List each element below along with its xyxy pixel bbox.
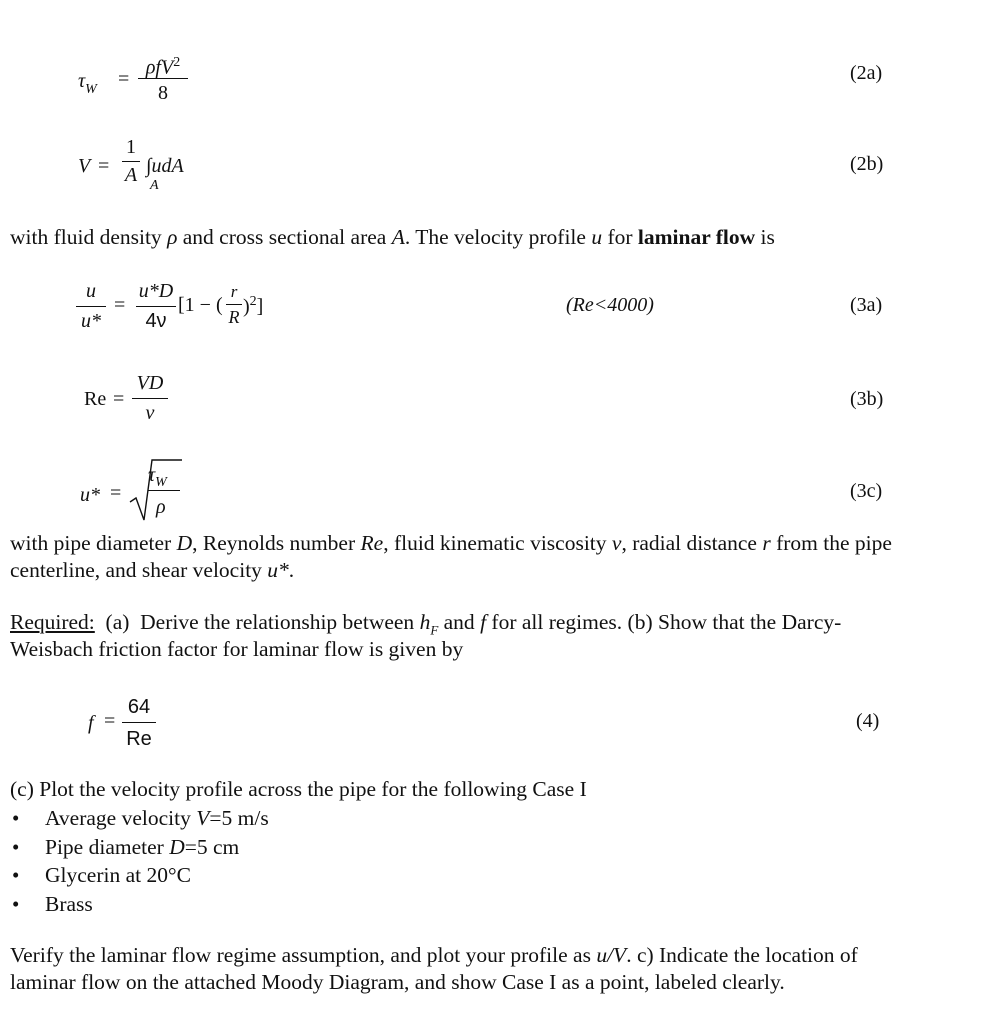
- equation-number: (3a): [850, 294, 883, 316]
- equation-number: (3c): [850, 480, 883, 502]
- list-item: Glycerin at 20°C: [45, 863, 191, 887]
- bullet-marker: •: [12, 806, 20, 830]
- denominator: Re: [126, 728, 152, 750]
- fraction: [132, 372, 168, 424]
- numerator: r: [230, 282, 238, 301]
- equation-number: (3b): [850, 388, 884, 410]
- equals-sign: =: [104, 710, 116, 732]
- rhs-fraction: [136, 280, 176, 332]
- paragraph-variable-definitions-line1: with pipe diameter D, Reynolds number Re, fluid kinematic viscosity ν, radial distance r from the pipe: [10, 531, 892, 555]
- friction-factor-symbol: f: [88, 712, 94, 734]
- equals-sign: =: [118, 68, 130, 90]
- paragraph-laminar-intro: with fluid density ρ and cross sectional area A. The velocity profile u for laminar flow is: [10, 225, 775, 249]
- list-item: Brass: [45, 892, 93, 916]
- fraction-bar: [122, 161, 140, 162]
- equation-number: (2b): [850, 153, 884, 175]
- paragraph-variable-definitions-line2: centerline, and shear velocity u*.: [10, 558, 295, 582]
- fraction-bar: [138, 78, 188, 79]
- fraction: [120, 136, 142, 186]
- shear-velocity-symbol: u*: [80, 484, 100, 506]
- verify-line1: Verify the laminar flow regime assumption, and plot your profile as u/V. c) Indicate the location of: [10, 943, 858, 967]
- verify-line2: laminar flow on the attached Moody Diagram, and show Case I as a point, labeled clearly.: [10, 970, 785, 994]
- numerator: ρfV$^2$: [145, 55, 181, 79]
- reynolds-symbol: Re: [84, 388, 107, 410]
- integral-subscript: A: [150, 178, 159, 193]
- required-label: Required:: [10, 610, 95, 634]
- fraction-bar: [122, 722, 156, 723]
- list-item: Pipe diameter D=5 cm: [45, 835, 240, 859]
- fraction-bar: [76, 306, 106, 307]
- equals-sign: =: [98, 155, 110, 177]
- rho-symbol: ρ: [156, 496, 166, 518]
- denominator: 8: [158, 82, 168, 104]
- equals-sign: =: [110, 482, 122, 504]
- condition: (Re<4000): [566, 294, 654, 316]
- velocity-symbol: V: [78, 155, 91, 177]
- fraction: [138, 52, 188, 104]
- lhs-fraction: [76, 280, 106, 332]
- integral: ∫udA: [146, 155, 184, 177]
- fraction-bar: [132, 398, 168, 399]
- numerator: 64: [127, 696, 151, 718]
- equals-sign: =: [113, 388, 125, 410]
- equation-number: (4): [856, 710, 880, 732]
- fraction: [122, 696, 156, 750]
- bullet-marker: •: [12, 863, 20, 887]
- fraction-bar: [136, 306, 176, 307]
- required-line2: Weisbach friction factor for laminar flow is given by: [10, 637, 464, 661]
- required-line1: Required: (a) Derive the relationship between $h_F$ and f for all regimes. (b) Show that the Darcy-: [10, 610, 842, 638]
- tau-symbol: $\tau_W$: [148, 464, 167, 490]
- bullet-marker: •: [12, 892, 20, 916]
- denominator: R: [228, 307, 240, 327]
- fraction-bar: [148, 490, 180, 491]
- denominator: A: [124, 164, 138, 186]
- denominator: u*: [81, 310, 101, 332]
- part-c-intro: (c) Plot the velocity profile across the pipe for the following Case I: [10, 777, 587, 801]
- denominator: 4ν: [145, 310, 167, 332]
- bracket-close: )$^2$]: [243, 294, 264, 318]
- equals-sign: =: [114, 294, 126, 316]
- denominator: ν: [145, 402, 155, 424]
- fraction-bar: [226, 304, 242, 305]
- tau-symbol: $\tau_W$: [78, 70, 97, 97]
- numerator: 1: [126, 136, 136, 158]
- numerator: u: [86, 280, 96, 302]
- r-over-R: [226, 282, 242, 327]
- bracket-open: [1 − (: [178, 294, 223, 316]
- list-item: Average velocity V=5 m/s: [45, 806, 269, 830]
- numerator: u*D: [138, 280, 174, 302]
- numerator: VD: [136, 372, 164, 394]
- equation-number: (2a): [850, 62, 883, 84]
- bullet-marker: •: [12, 835, 20, 859]
